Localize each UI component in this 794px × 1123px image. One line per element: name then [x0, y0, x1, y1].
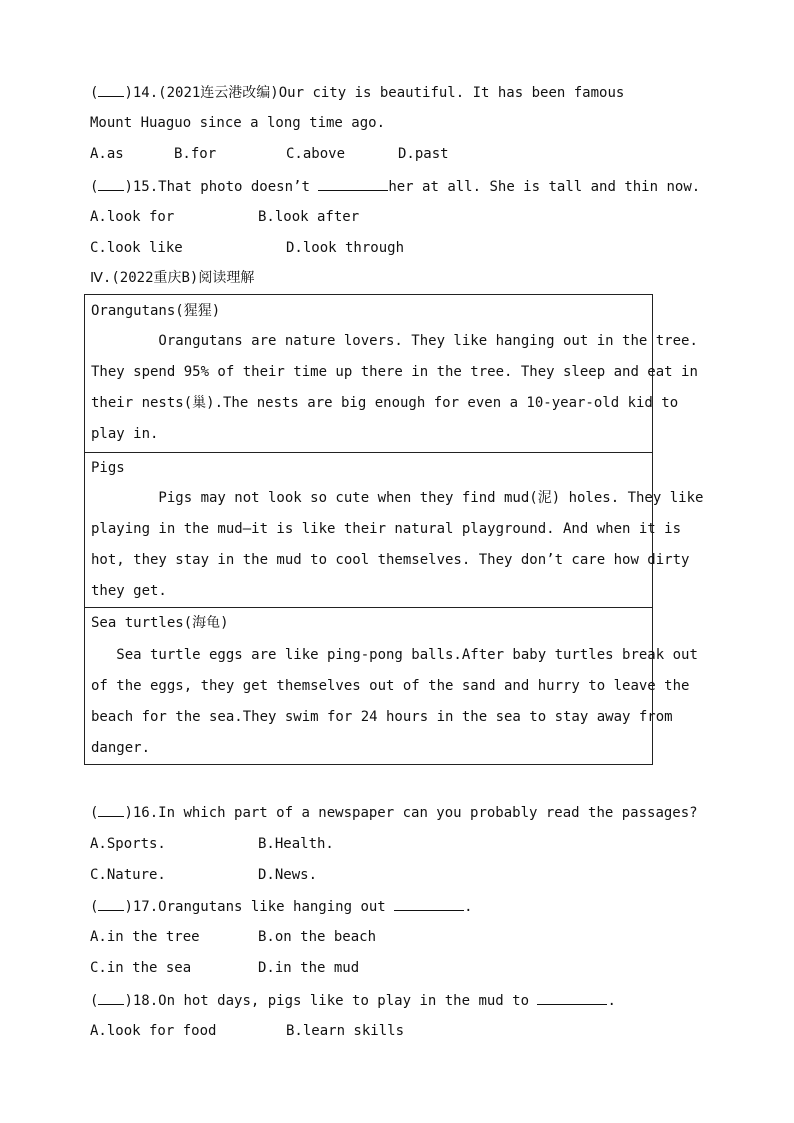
passage-line: Orangutans are nature lovers. They like hanging out in the tree.: [91, 333, 698, 349]
question-14-stem: ( )14.(2021连云港改编)Our city is beautiful. It has been famous: [90, 82, 624, 103]
q15-option-c: C.look like: [90, 240, 183, 256]
passage-title: Orangutans(猩猩): [91, 303, 221, 319]
question-16-stem: ( )16.In which part of a newspaper can you probably read the passages?: [90, 802, 698, 823]
answer-blank-16[interactable]: [98, 802, 124, 817]
section-heading: Ⅳ.(2022重庆B)阅读理解: [90, 270, 255, 286]
question-14-continued: Mount Huaguo since a long time ago.: [90, 115, 386, 131]
question-15-stem: ( )15.That photo doesn’t her at all. She is tall and thin now.: [90, 176, 700, 197]
q17-option-d: D.in the mud: [258, 960, 360, 976]
q17-option-c: C.in the sea: [90, 960, 192, 976]
answer-blank-17[interactable]: [98, 896, 124, 911]
q16-option-c: C.Nature.: [90, 867, 166, 883]
q18-option-b: B.learn skills: [286, 1023, 405, 1039]
passage-body: [91, 640, 698, 764]
q18-option-a: A.look for food: [90, 1023, 217, 1039]
q15-option-b: B.look after: [258, 209, 360, 225]
q16-option-d: D.News.: [258, 867, 318, 883]
q16-option-b: B.Health.: [258, 836, 334, 852]
q15-option-a: A.look for: [90, 209, 175, 225]
fill-blank-15[interactable]: [318, 176, 388, 191]
passage-line: Pigs may not look so cute when they find mud(泥) holes. They like: [91, 490, 704, 506]
passage-body: [91, 483, 704, 607]
passage-line: play in.: [91, 426, 159, 442]
passage-title: Sea turtles(海龟): [91, 615, 229, 631]
q15-option-d: D.look through: [286, 240, 405, 256]
answer-blank-15[interactable]: [98, 176, 124, 191]
q16-option-a: A.Sports.: [90, 836, 166, 852]
passage-line: of the eggs, they get themselves out of the sand and hurry to leave the: [91, 678, 690, 694]
passage-line: They spend 95% of their time up there in the tree. They sleep and eat in: [91, 364, 698, 380]
passage-line: hot, they stay in the mud to cool themselves. They don’t care how dirty: [91, 552, 690, 568]
q14-option-b: B.for: [174, 146, 217, 162]
q14-option-d: D.past: [398, 146, 449, 162]
passage-body: [91, 326, 698, 450]
answer-blank-18[interactable]: [98, 990, 124, 1005]
question-18-stem: ( )18.On hot days, pigs like to play in the mud to .: [90, 990, 616, 1011]
passage-line: Sea turtle eggs are like ping-pong balls.After baby turtles break out: [91, 647, 698, 663]
passage-line: beach for the sea.They swim for 24 hours in the sea to stay away from: [91, 709, 673, 725]
fill-blank-17[interactable]: [394, 896, 464, 911]
answer-blank-14[interactable]: [98, 82, 124, 97]
passage-line: playing in the mud—it is like their natural playground. And when it is: [91, 521, 682, 537]
passage-orangutans: [85, 295, 698, 452]
q14-option-c: C.above: [286, 146, 346, 162]
fill-blank-18[interactable]: [537, 990, 607, 1005]
passage-title: Pigs: [91, 460, 125, 476]
passage-line: their nests(巢).The nests are big enough for even a 10-year-old kid to: [91, 395, 679, 411]
question-17-stem: ( )17.Orangutans like hanging out .: [90, 896, 473, 917]
q14-option-a: A.as: [90, 146, 124, 162]
passage-pigs: [85, 452, 704, 608]
q17-option-b: B.on the beach: [258, 929, 377, 945]
passage-sea-turtles: [85, 607, 698, 765]
passage-line: danger.: [91, 740, 151, 756]
reading-passages-table: [84, 294, 704, 765]
passage-line: they get.: [91, 583, 167, 599]
q17-option-a: A.in the tree: [90, 929, 200, 945]
